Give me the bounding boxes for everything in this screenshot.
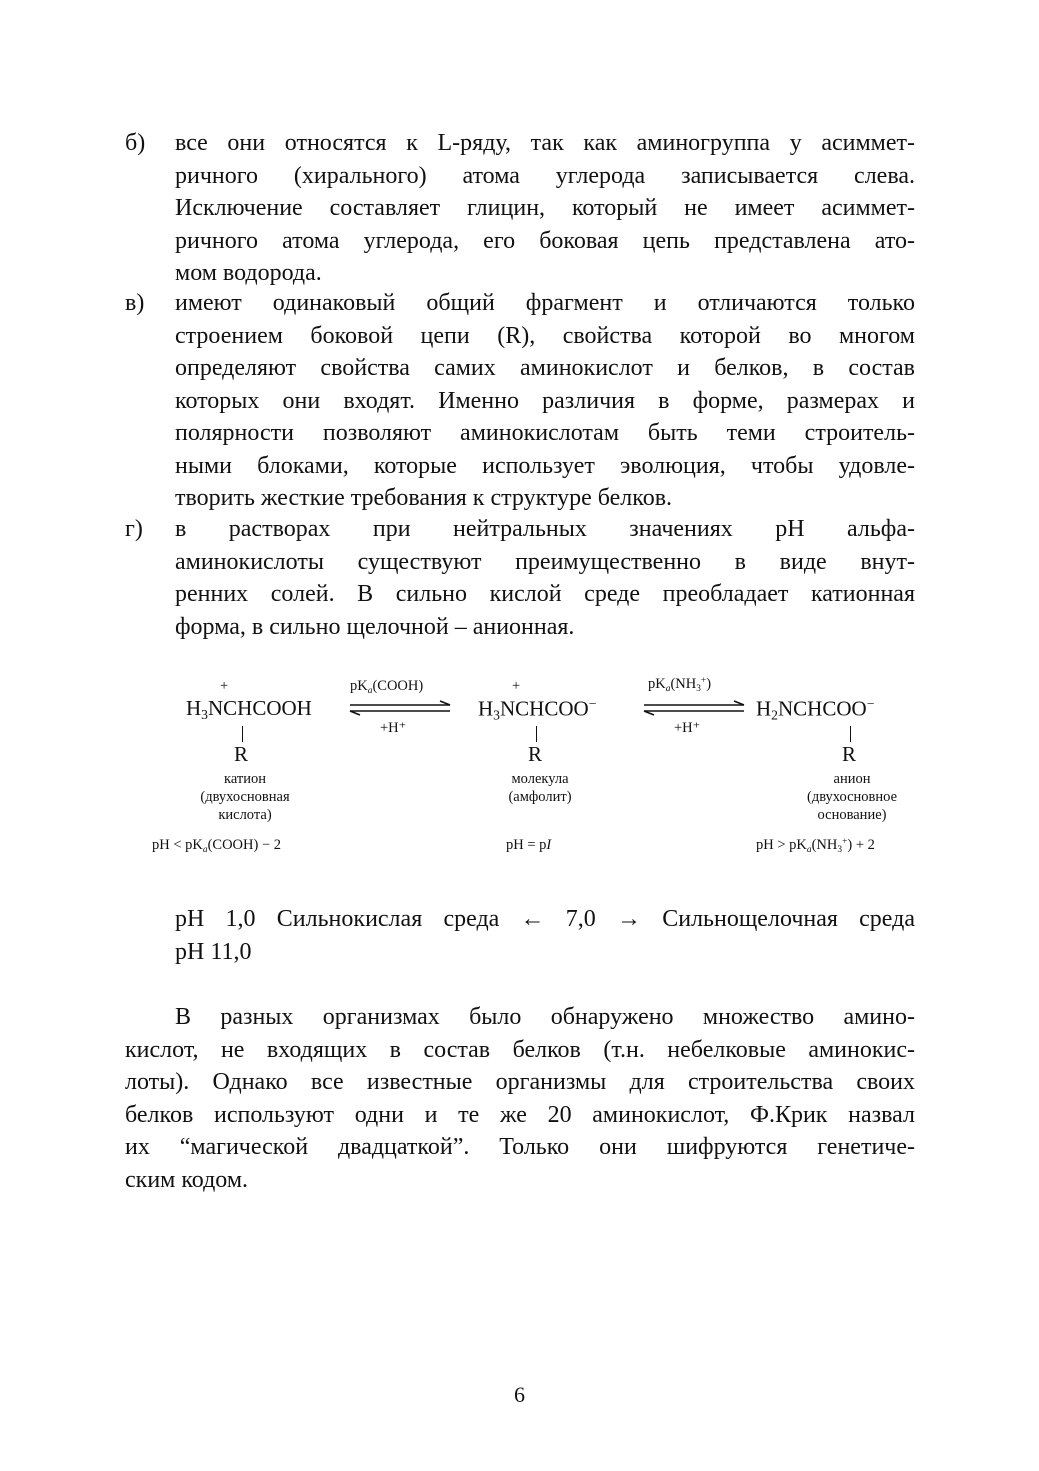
side-chain-r: R — [234, 742, 249, 766]
list-item-text — [175, 127, 915, 290]
bond-line — [242, 726, 243, 742]
text-line: белков используют одни и те же 20 аминокислот, Ф.Крик назвал — [125, 1101, 915, 1128]
text-line: имеют одинаковый общий фрагмент и отличаются только — [175, 290, 915, 316]
text-line: кислот, не входящих в состав белков (т.н. небелковые аминокис- — [125, 1036, 915, 1063]
text-line: строением боковой цепи (R), свойства которой во многом — [175, 322, 915, 349]
side-chain-r: R — [842, 742, 857, 766]
text-line: ренних солей. В сильно кислой среде преобладает катионная — [175, 581, 915, 607]
anion-label: анион (двухосновное основание) — [806, 771, 898, 823]
anion-formula: $H_2NCHCOO^-$ — [756, 696, 875, 723]
arrow2-bottom-label: +H⁺ — [674, 720, 701, 736]
text-line: в растворах при нейтральных значениях pH альфа- — [175, 516, 915, 542]
zwitterion-formula: $H_3NCHCOO^-$ — [478, 696, 597, 723]
text-line: ричного атома углерода, его боковая цепь представлена ато- — [175, 227, 915, 254]
text-line: лоты). Однако все известные организмы для строительства своих — [125, 1069, 915, 1095]
zwitterion-label: молекула (амфолит) — [508, 771, 572, 805]
cation-formula: $H_3NCHCOOH$ — [186, 696, 312, 723]
bond-line — [850, 726, 851, 742]
arrow1-bottom-label: +H⁺ — [380, 720, 407, 736]
text-line: все они относятся к L-ряду, так как аминогруппа у асиммет- — [175, 130, 915, 156]
bond-line — [536, 726, 537, 742]
text-line: определяют свойства самих аминокислот и белков, в состав — [175, 355, 915, 381]
text-line: форма, в сильно щелочной – анионная. — [175, 613, 575, 640]
ph-scale — [175, 903, 915, 968]
list-marker: б) — [125, 130, 146, 156]
text-line: аминокислоты существуют преимущественно в виде внут- — [175, 548, 915, 575]
arrow1-top-label: $pK_a(COOH)$ — [350, 678, 424, 696]
zwitterion-ph-condition: pH = pI — [506, 837, 552, 853]
body-paragraph — [125, 1001, 915, 1196]
ph-scale-line: pH 1,0 Сильнокислая среда ← 7,0 → Сильнощелочная среда — [175, 906, 915, 932]
text-line: мом водорода. — [175, 260, 322, 286]
anion-ph-condition: pH > $pK_a(NH_3^+) + 2$ — [756, 837, 875, 855]
text-line: ским кодом. — [125, 1166, 249, 1193]
text-line: В разных организмах было обнаружено множество амино- — [175, 1004, 915, 1030]
list-marker: г) — [125, 516, 143, 542]
arrow2-top-label: $pK_a(NH_3^+)$ — [648, 676, 712, 694]
list-item-text — [175, 513, 915, 643]
equilibrium-arrow-icon — [348, 700, 454, 716]
text-line: которых они входят. Именно различия в форме, размерах и — [175, 387, 915, 414]
acid-base-equilibrium-scheme — [150, 672, 940, 872]
list-item-text — [175, 287, 915, 515]
page-number: 6 — [514, 1382, 525, 1407]
list-marker: в) — [125, 290, 145, 316]
text-line: их “магической двадцаткой”. Только они шифруются генетиче- — [125, 1134, 915, 1160]
plus-charge: + — [512, 678, 521, 694]
cation-label: катион (двухосновная кислота) — [200, 771, 290, 823]
equilibrium-arrow-icon — [642, 700, 748, 716]
text-line: ричного (хирального) атома углерода записывается слева. — [175, 162, 915, 189]
text-line: Исключение составляет глицин, который не имеет асиммет- — [175, 195, 915, 221]
text-line: ными блоками, которые использует эволюция, чтобы удовле- — [175, 452, 915, 479]
side-chain-r: R — [528, 742, 543, 766]
text-line: полярности позволяют аминокислотам быть теми строитель- — [175, 420, 915, 446]
plus-charge: + — [220, 678, 229, 694]
ph-scale-line: pH 11,0 — [175, 938, 252, 965]
cation-ph-condition: pH < $pK_a(COOH) - 2$ — [152, 837, 281, 855]
text-line: творить жесткие требования к структуре белков. — [175, 485, 673, 511]
